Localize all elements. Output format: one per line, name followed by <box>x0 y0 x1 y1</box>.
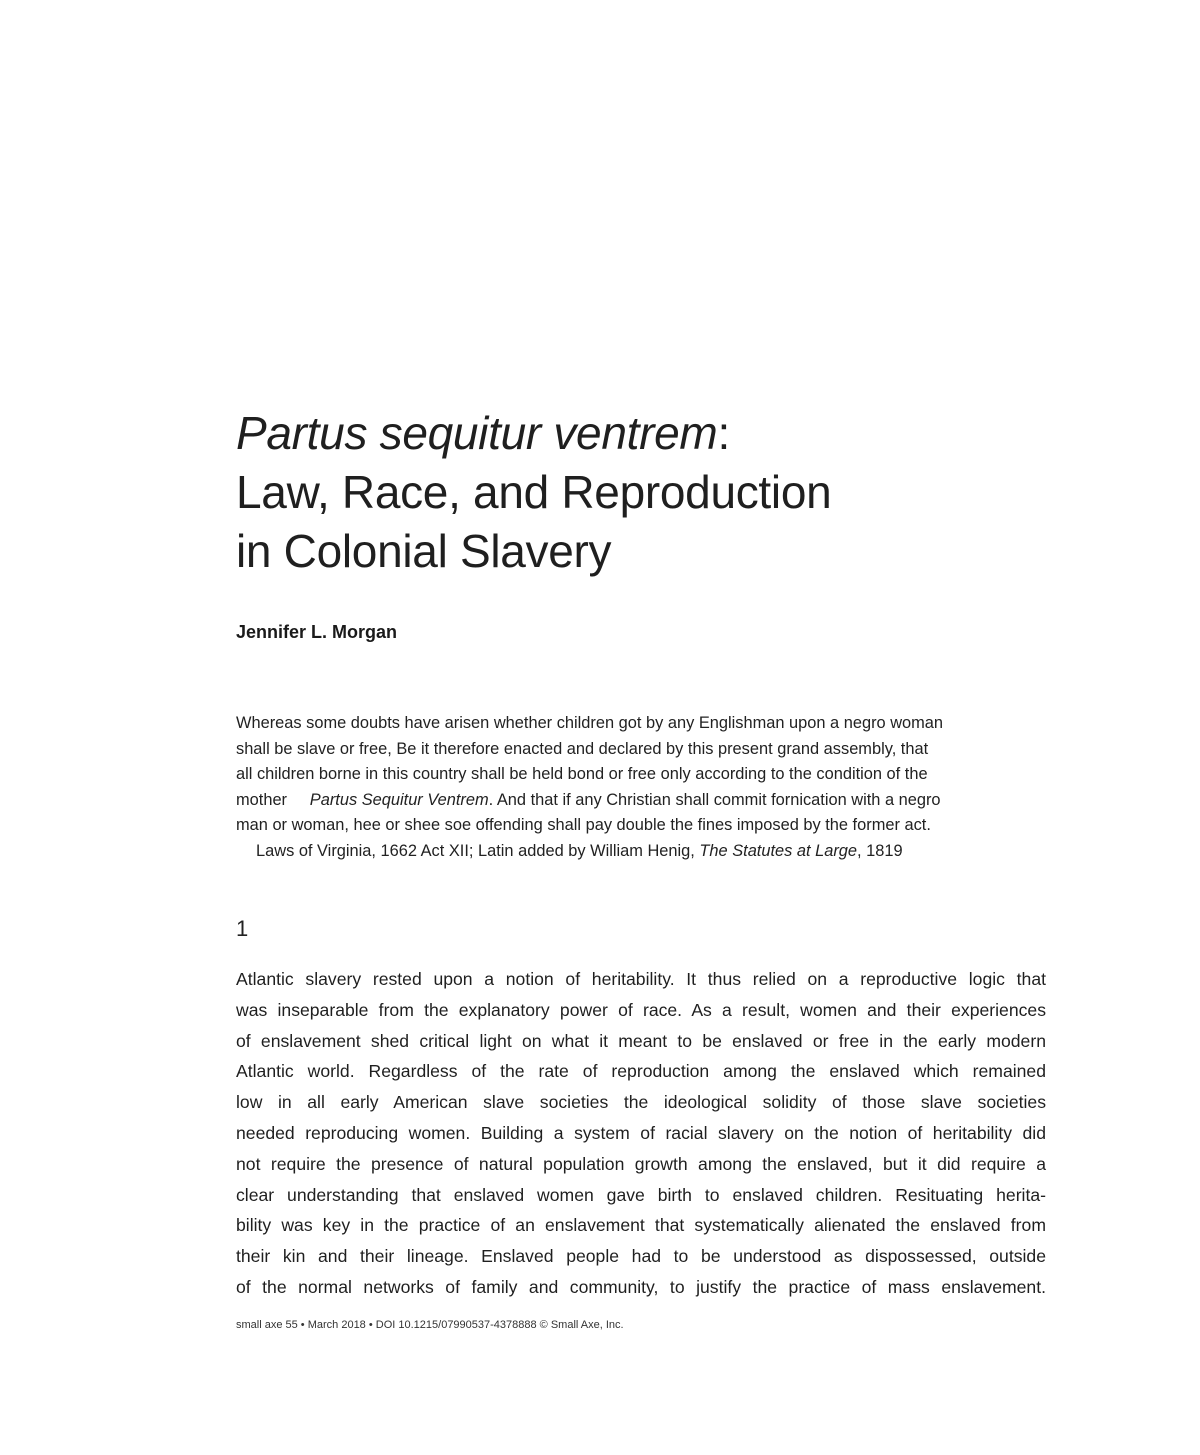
epigraph-line: man or woman, hee or shee soe offending shall pay double the fines imposed by the former act. <box>236 816 931 834</box>
page-footer: small axe 55 • March 2018 • DOI 10.1215/07990537-4378888 © Small Axe, Inc. <box>236 1319 624 1331</box>
epigraph-source <box>236 839 1048 865</box>
body-line: low in all early American slave societies the ideological solidity of those slave societies <box>236 1092 1046 1113</box>
body-line: not require the presence of natural population growth among the enslaved, but it did require a <box>236 1153 1046 1174</box>
body-line: their kin and their lineage. Enslaved people had to be understood as dispossessed, outside <box>236 1246 1046 1267</box>
epigraph-source-title: The Statutes at Large <box>699 841 858 860</box>
title-line-3: in Colonial Slavery <box>236 525 612 577</box>
epigraph-source-end: , 1819 <box>857 841 903 860</box>
epigraph-line <box>236 788 1048 814</box>
body-line: was inseparable from the explanatory power of race. As a result, women and their experiences <box>236 999 1046 1020</box>
body-line: Atlantic slavery rested upon a notion of heritability. It thus relied on a reproductive logic that <box>236 969 1046 989</box>
author-name: Jennifer L. Morgan <box>236 622 398 642</box>
title-line-2: Law, Race, and Reproduction <box>236 466 832 518</box>
epigraph-line: all children borne in this country shall be held bond or free only according to the condition of the <box>236 765 928 783</box>
epigraph-line: Whereas some doubts have arisen whether children got by any Englishman upon a negro woman <box>236 714 944 732</box>
body-line: of enslavement shed critical light on what it meant to be enslaved or free in the early modern <box>236 1030 1046 1051</box>
body-line: of the normal networks of family and community, to justify the practice of mass enslavement. <box>236 1276 1046 1297</box>
title-colon: : <box>717 407 730 459</box>
body-paragraph <box>236 964 1046 1303</box>
epigraph <box>236 711 1048 864</box>
epigraph-line4-end: . And that if any Christian shall commit fornication with a negro <box>488 790 941 809</box>
section-number: 1 <box>236 916 249 941</box>
body-line: clear understanding that enslaved women gave birth to enslaved children. Resituating herita- <box>236 1184 1046 1205</box>
body-line: Atlantic world. Regardless of the rate of reproduction among the enslaved which remained <box>236 1061 1046 1082</box>
body-line: bility was key in the practice of an enslavement that systematically alienated the enslaved from <box>236 1215 1046 1236</box>
epigraph-latin-phrase: Partus Sequitur Ventrem <box>309 790 489 809</box>
epigraph-source-start: Laws of Virginia, 1662 Act XII; Latin added by William Henig, <box>256 841 700 860</box>
body-line: needed reproducing women. Building a system of racial slavery on the notion of heritability did <box>236 1122 1046 1143</box>
article-title <box>236 404 1056 581</box>
epigraph-mother: mother <box>236 790 288 809</box>
title-line-1 <box>236 404 1056 463</box>
title-latin-phrase: Partus sequitur ventrem <box>236 407 718 459</box>
epigraph-line: shall be slave or free, Be it therefore enacted and declared by this present grand assembly, that <box>236 739 929 758</box>
